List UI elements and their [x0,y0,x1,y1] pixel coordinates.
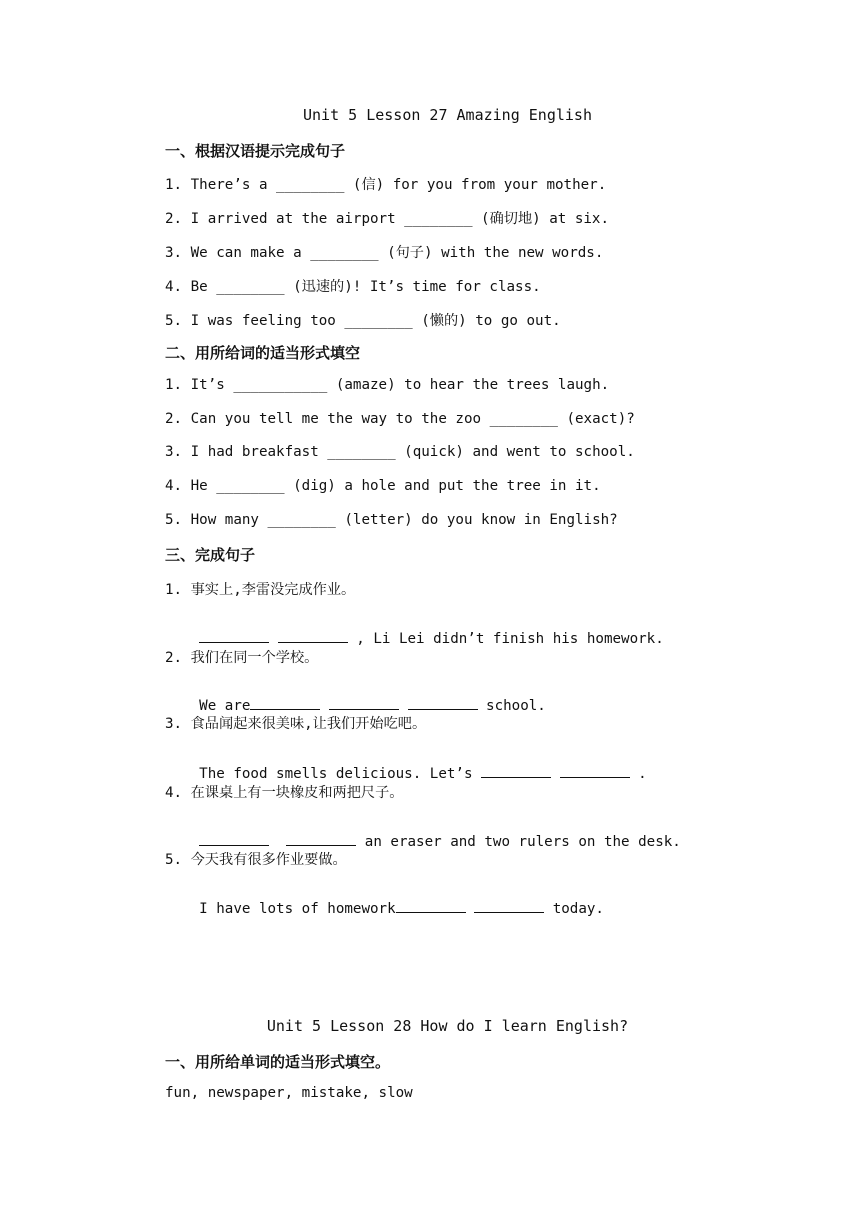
lesson28-section1-heading: 一、用所给单词的适当形式填空。 [165,1053,391,1071]
lesson27-section3-heading: 三、完成句子 [165,546,256,564]
lesson28-word-list: fun, newspaper, mistake, slow [165,1085,413,1101]
s3-item-5-cn: 5. 今天我有很多作业要做。 [165,852,347,868]
lesson27-section2-heading: 二、用所给词的适当形式填空 [165,344,361,362]
answer-blank [560,764,630,778]
s3-item-3-pre: The food smells delicious. Let’s [199,766,482,782]
answer-blank [396,899,466,913]
answer-blank [199,832,269,846]
lesson27-title: Unit 5 Lesson 27 Amazing English [303,106,592,124]
answer-blank [481,764,551,778]
answer-blank [286,832,356,846]
s3-item-4-post: an eraser and two rulers on the desk. [356,834,681,850]
s2-item-2: 2. Can you tell me the way to the zoo ________ (exact)? [165,411,635,427]
s1-item-1: 1. There’s a ________ (信) for you from your mother. [165,177,607,193]
s3-item-4-cn: 4. 在课桌上有一块橡皮和两把尺子。 [165,785,404,801]
s3-item-3-post: . [629,766,647,782]
s1-item-4: 4. Be ________ (迅速的)! It’s time for class. [165,279,541,295]
lesson28-title: Unit 5 Lesson 28 How do I learn English? [266,1017,629,1035]
answer-blank [199,629,269,643]
answer-blank [474,899,544,913]
s3-item-1-post: , Li Lei didn’t finish his homework. [347,631,664,647]
s2-item-5: 5. How many ________ (letter) do you know in English? [165,512,618,528]
s2-item-3: 3. I had breakfast ________ (quick) and went to school. [165,444,635,460]
s3-item-3-cn: 3. 食品闻起来很美味,让我们开始吃吧。 [165,716,427,732]
s3-item-2-cn: 2. 我们在同一个学校。 [165,650,319,666]
answer-blank [278,629,348,643]
s1-item-5: 5. I was feeling too ________ (懒的) to go out. [165,313,561,329]
answer-blank [408,696,478,710]
s1-item-3: 3. We can make a ________ (句子) with the new words. [165,245,604,261]
s3-item-1-cn: 1. 事实上,李雷没完成作业。 [165,582,356,598]
s2-item-1: 1. It’s ___________ (amaze) to hear the trees laugh. [165,377,610,393]
s3-item-5-post: today. [544,901,604,917]
s1-item-2: 2. I arrived at the airport ________ (确切地) at six. [165,211,610,227]
s3-item-2-pre: We are [199,698,251,714]
s2-item-4: 4. He ________ (dig) a hole and put the tree in it. [165,478,601,494]
s3-item-5-en [165,883,604,933]
lesson27-section1-heading: 一、根据汉语提示完成句子 [165,142,346,160]
answer-blank [250,696,320,710]
s3-item-5-pre: I have lots of homework [199,901,396,917]
answer-blank [329,696,399,710]
s3-item-2-post: school. [477,698,546,714]
